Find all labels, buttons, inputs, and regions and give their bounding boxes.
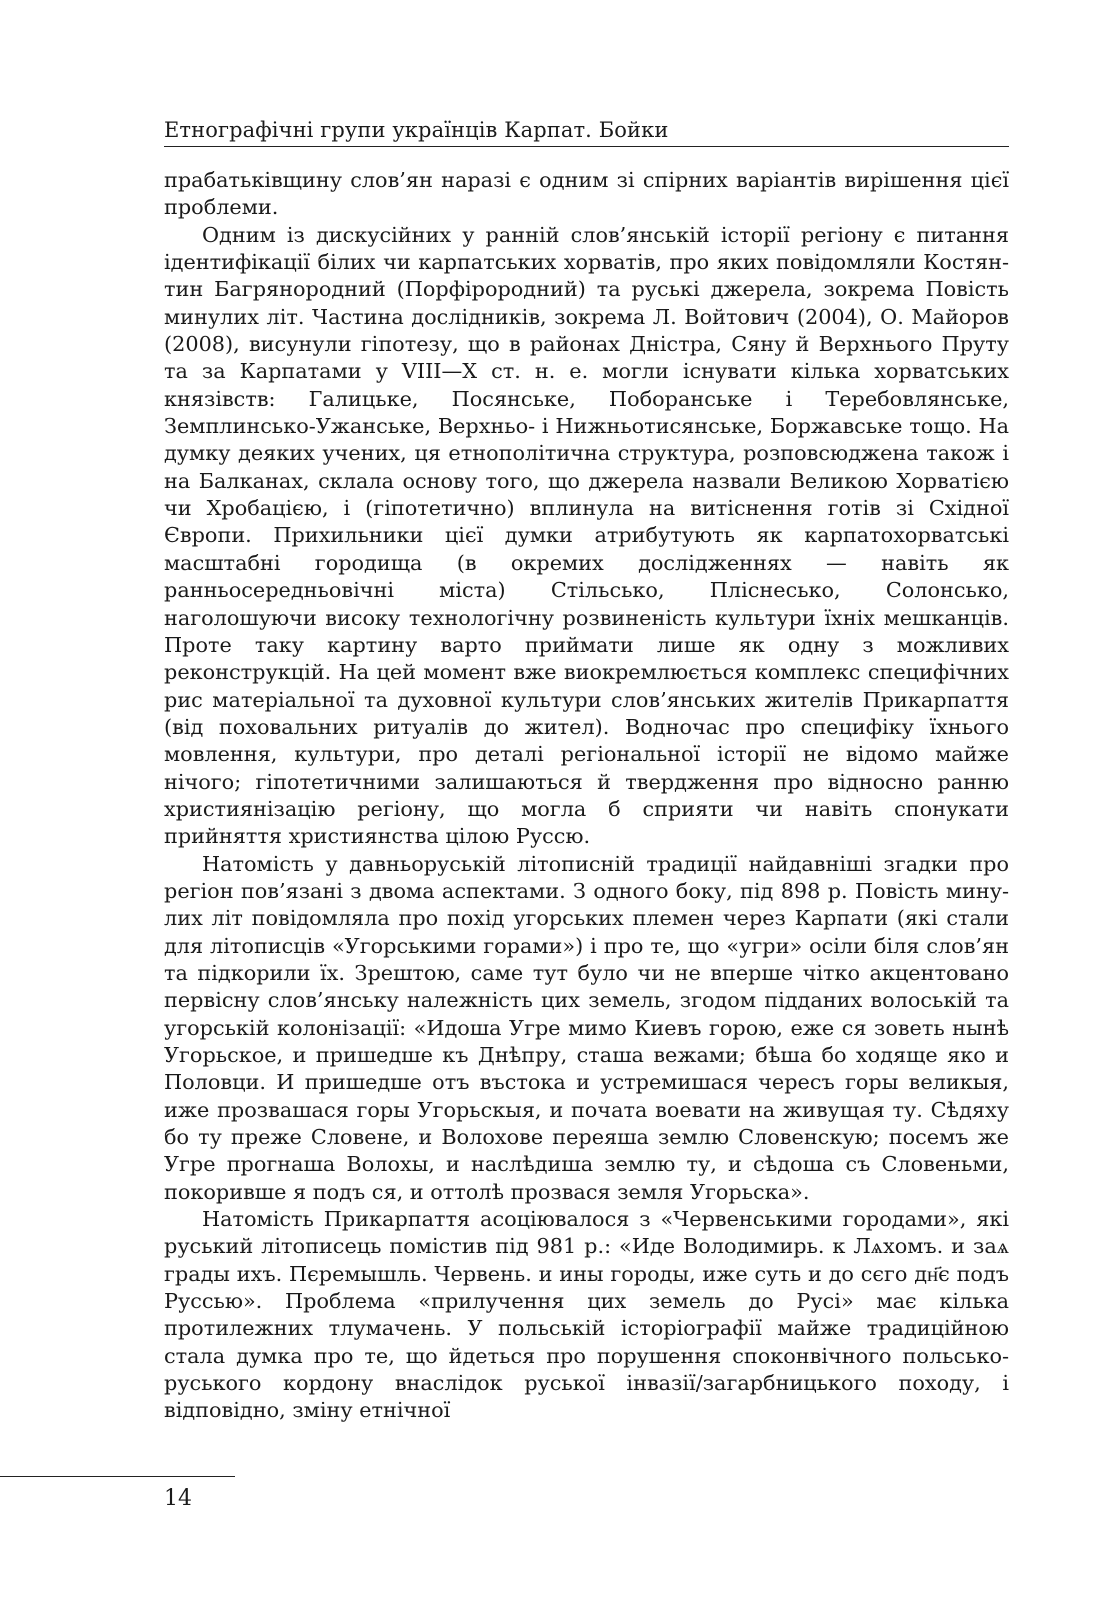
running-header: Етнографічні групи українців Карпат. Бойки	[164, 118, 669, 142]
paragraph-continuation: прабатьківщину слов’ян наразі є одним зі спірних варіантів вирішення цієї проблеми.	[164, 168, 1009, 220]
paragraph: Натомість Прикарпаття асоціювалося з «Червенськими городами», які руський літописець помістив під 981 р.: «Иде Володимирь. к Лѧхомъ. и заѧ грады ихъ. Пєремышль. Червень. и ины городы, иже суть и до сєго дн҃є подъ Руссью». Проблема «прилучення цих земель до Русі» має кілька протилежних тлумачень. У польській історіографії майже традиційною стала думка про те, що йдеться про порушення споконвічного польсько-руського кордону внаслідок руської інвазії/загарбницького походу, і відповідно, зміну етнічної	[164, 1207, 1009, 1423]
footer-rule	[0, 1476, 235, 1477]
header-rule	[164, 146, 1009, 147]
page-number: 14	[164, 1486, 192, 1511]
body-text	[164, 167, 1009, 1425]
paragraph: Натомість у давньоруській літописній традиції найдавніші згадки про регіон пов’язані з двома аспектами. З одного боку, під 898 р. Повість минулих літ повідомляла про похід угорських племен через Карпати (які стали для літописців «Угорськими горами») і про те, що «угри» осіли біля слов’ян та підкорили їх. Зрештою, саме тут було чи не вперше чітко акцентовано первісну слов’янську належність цих земель, згодом підданих волоській та угорській колонізації: «Идоша Угре мимо Киевъ горою, еже ся зоветь нынѣ Угорьское, и пришедше къ Днѣпру, сташа вежами; бѣша бо ходяще яко и Половци. И пришедше отъ въстока и устремишася чересъ горы великыя, иже прозвашася горы Угорьскыя, и почата воевати на живущая ту. Сѣдяху бо ту преже Словене, и Волохове переяша землю Словенскую; посемъ же Угре прогнаша Волохы, и наслѣдиша землю ту, и сѣдоша съ Словеньми, покоривше я подъ ся, и оттолѣ прозвася земля Угорьска».	[164, 851, 1009, 1204]
paragraph: Одним із дискусійних у ранній слов’янській історії регіону є питання ідентифікації білих чи карпатських хорватів, про яких повідомляли Костянтин Багрянородний (Порфірородний) та руські джерела, зокрема Повість минулих літ. Частина дослідників, зокрема Л. Войтович (2004), О. Майоров (2008), висунули гіпотезу, що в районах Дністра, Сяну й Верхнього Пруту та за Карпатами у VIII—X ст. н. е. могли існувати кілька хорватських князівств: Галицьке, Посянське, Поборанське і Теребовлянське, Земплинсько-Ужанське, Верхньо- і Нижньотисянське, Боржавське тощо. На думку деяких учених, ця етнополітична структура, розповсюджена також і на Балканах, склала основу того, що джерела назвали Великою Хорватією чи Хробацією, і (гіпотетично) вплинула на витіснення готів зі Східної Європи. Прихильники цієї думки атрибутують як карпатохорватські масштабні городища (в окремих дослідженнях — навіть як ранньосередньовічні міста) Стільсько, Пліснесько, Солонсько, наголошуючи високу технологічну розвиненість культури їхніх мешканців. Проте таку картину варто приймати лише як одну з можливих реконструкцій. На цей момент вже виокремлюється комплекс специфічних рис матеріальної та духовної культури слов’янських жителів Прикарпаття (від поховальних ритуалів до жител). Водночас про специфіку їхнього мовлення, культури, про деталі регіональної історії не відомо майже нічого; гіпотетичними залишаються й твердження про відносно ранню християнізацію регіону, що могла б сприяти чи навіть спонукати прийняття християнства цілою Руссю.	[164, 222, 1009, 849]
